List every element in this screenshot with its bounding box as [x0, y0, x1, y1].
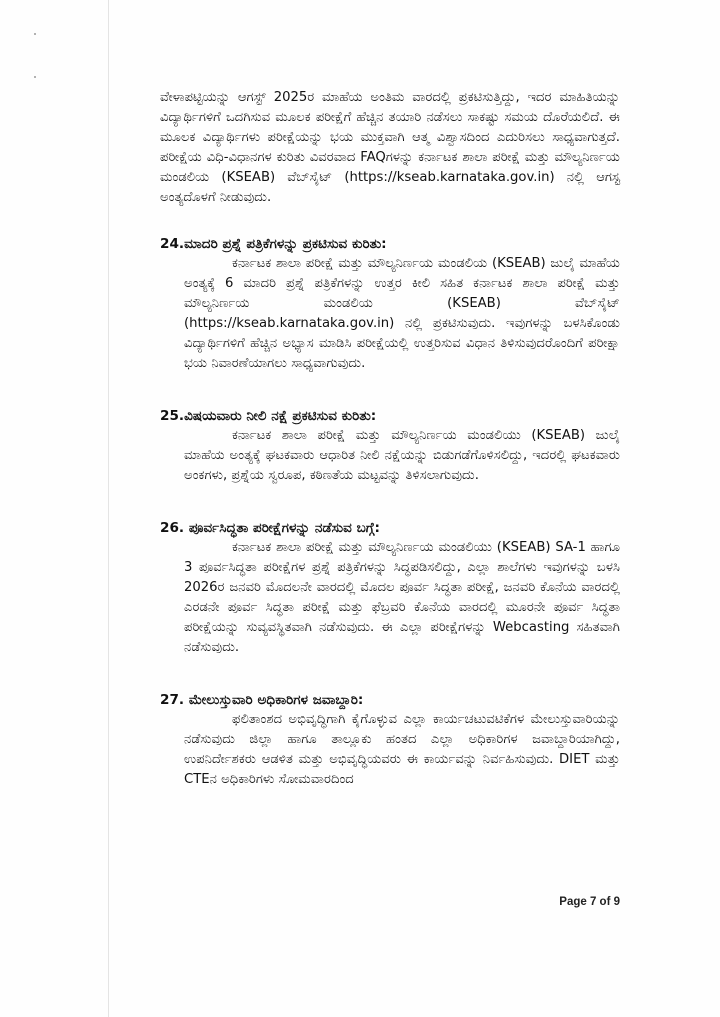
section-body: ಫಲಿತಾಂಶದ ಅಭಿವೃದ್ಧಿಗಾಗಿ ಕೈಗೊಳ್ಳುವ ಎಲ್ಲಾ ಕಾರ್ಯಚಟುವಟಿಕೆಗಳ ಮೇಲುಸ್ತುವಾರಿಯನ್ನು ನಡೆಸುವುದು ಜಿಲ್ಲಾ ಹಾಗೂ ತಾಲ್ಲೂಕು ಹಂತದ ಎಲ್ಲಾ ಅಧಿಕಾರಿಗಳ ಜವಾಬ್ದಾರಿಯಾಗಿದ್ದು, ಉಪನಿರ್ದೇಶಕರು ಆಡಳಿತ ಮತ್ತು ಅಭಿವೃದ್ಧಿಯವರು ಈ ಕಾರ್ಯವನ್ನು ನಿರ್ವಹಿಸುವುದು. DIET ಮತ್ತು CTEನ ಅಧಿಕಾರಿಗಳು ಸೋಮವಾರದಿಂದ: [184, 712, 620, 787]
section-25: [160, 406, 620, 486]
scan-speck: [34, 76, 36, 78]
section-26: [160, 518, 620, 658]
section-24: [160, 234, 620, 374]
section-body: ಕರ್ನಾಟಕ ಶಾಲಾ ಪರೀಕ್ಷೆ ಮತ್ತು ಮೌಲ್ಯನಿರ್ಣಯ ಮಂಡಲಿಯು (KSEAB) SA-1 ಹಾಗೂ 3 ಪೂರ್ವಸಿದ್ಧತಾ ಪರೀಕ್ಷೆಗಳ ಪ್ರಶ್ನೆ ಪತ್ರಿಕೆಗಳನ್ನು ಸಿದ್ಧಪಡಿಸಲಿದ್ದು, ಎಲ್ಲಾ ಶಾಲೆಗಳು ಇವುಗಳನ್ನು ಬಳಸಿ 2026ರ ಜನವರಿ ಮೊದಲನೇ ವಾರದಲ್ಲಿ ಮೊದಲ ಪೂರ್ವ ಸಿದ್ಧತಾ ಪರೀಕ್ಷೆ, ಜನವರಿ ಕೊನೆಯ ವಾರದಲ್ಲಿ ಎರಡನೇ ಪೂರ್ವ ಸಿದ್ಧತಾ ಪರೀಕ್ಷೆ ಮತ್ತು ಫೆಬ್ರವರಿ ಕೊನೆಯ ವಾರದಲ್ಲಿ ಮೂರನೇ ಪೂರ್ವ ಸಿದ್ಧತಾ ಪರೀಕ್ಷೆಯನ್ನು ಸುವ್ಯವಸ್ಥಿತವಾಗಿ ನಡೆಸುವುದು. ಈ ಎಲ್ಲಾ ಪರೀಕ್ಷೆಗಳನ್ನು Webcasting ಸಹಿತವಾಗಿ ನಡೆಸುವುದು.: [184, 540, 620, 655]
section-heading: 27. ಮೇಲುಸ್ತುವಾರಿ ಅಧಿಕಾರಿಗಳ ಜವಾಬ್ದಾರಿ:: [160, 692, 364, 708]
document-body: [160, 88, 620, 790]
section-heading: 26. ಪೂರ್ವಸಿದ್ಧತಾ ಪರೀಕ್ಷೆಗಳನ್ನು ನಡೆಸುವ ಬಗ್ಗೆ:: [160, 520, 380, 536]
section-body: ಕರ್ನಾಟಕ ಶಾಲಾ ಪರೀಕ್ಷೆ ಮತ್ತು ಮೌಲ್ಯನಿರ್ಣಯ ಮಂಡಲಿಯು (KSEAB) ಜುಲೈ ಮಾಹೆಯ ಅಂತ್ಯಕ್ಕೆ ಘಟಕವಾರು ಆಧಾರಿತ ನೀಲಿ ನಕ್ಷೆಯನ್ನು ಬಿಡುಗಡೆಗೊಳಿಸಲಿದ್ದು, ಇದರಲ್ಲಿ ಘಟಕವಾರು ಅಂಕಗಳು, ಪ್ರಶ್ನೆಯ ಸ್ವರೂಪ, ಕಠಿಣತೆಯ ಮಟ್ಟವನ್ನು ತಿಳಿಸಲಾಗುವುದು.: [184, 428, 620, 483]
section-heading: 25.ವಿಷಯವಾರು ನೀಲಿ ನಕ್ಷೆ ಪ್ರಕಟಿಸುವ ಕುರಿತು:: [160, 408, 377, 424]
section-body: ಕರ್ನಾಟಕ ಶಾಲಾ ಪರೀಕ್ಷೆ ಮತ್ತು ಮೌಲ್ಯನಿರ್ಣಯ ಮಂಡಲಿಯ (KSEAB) ಜುಲೈ ಮಾಹೆಯ ಅಂತ್ಯಕ್ಕೆ 6 ಮಾದರಿ ಪ್ರಶ್ನೆ ಪತ್ರಿಕೆಗಳನ್ನು ಉತ್ತರ ಕೀಲಿ ಸಹಿತ ಕರ್ನಾಟಕ ಶಾಲಾ ಪರೀಕ್ಷೆ ಮತ್ತು ಮೌಲ್ಯನಿರ್ಣಯ ಮಂಡಲಿಯ (KSEAB) ವೆಬ್‌ಸೈಟ್ (https://kseab.karnataka.gov.in) ನಲ್ಲಿ ಪ್ರಕಟಿಸುವುದು. ಇವುಗಳನ್ನು ಬಳಸಿಕೊಂಡು ವಿದ್ಯಾರ್ಥಿಗಳಿಗೆ ಹೆಚ್ಚಿನ ಅಭ್ಯಾಸ ಮಾಡಿಸಿ ಪರೀಕ್ಷೆಯಲ್ಲಿ ಉತ್ತರಿಸುವ ವಿಧಾನ ತಿಳಿಸುವುದರೊಂದಿಗೆ ಪರೀಕ್ಷಾ ಭಯ ನಿವಾರಣೆಯಾಗಲು ಸಾಧ್ಯವಾಗುವುದು.: [184, 256, 620, 371]
intro-paragraph: ವೇಳಾಪಟ್ಟಿಯನ್ನು ಆಗಸ್ಟ್ 2025ರ ಮಾಹೆಯ ಅಂತಿಮ ವಾರದಲ್ಲಿ ಪ್ರಕಟಿಸುತ್ತಿದ್ದು, ಇದರ ಮಾಹಿತಿಯನ್ನು ವಿದ್ಯಾರ್ಥಿಗಳಿಗೆ ಒದಗಿಸುವ ಮೂಲಕ ಪರೀಕ್ಷೆಗೆ ಹೆಚ್ಚಿನ ತಯಾರಿ ನಡೆಸಲು ಸಾಕಷ್ಟು ಸಮಯ ದೊರೆಯಲಿದೆ. ಈ ಮೂಲಕ ವಿದ್ಯಾರ್ಥಿಗಳು ಪರೀಕ್ಷೆಯನ್ನು ಭಯ ಮುಕ್ತವಾಗಿ ಆತ್ಮ ವಿಶ್ವಾಸದಿಂದ ಎದುರಿಸಲು ಸಾಧ್ಯವಾಗುತ್ತದೆ. ಪರೀಕ್ಷೆಯ ವಿಧಿ-ವಿಧಾನಗಳ ಕುರಿತು ವಿವರವಾದ FAQಗಳನ್ನು ಕರ್ನಾಟಕ ಶಾಲಾ ಪರೀಕ್ಷೆ ಮತ್ತು ಮೌಲ್ಯನಿರ್ಣಯ ಮಂಡಲಿಯ (KSEAB) ವೆಬ್‌ಸೈಟ್ (https://kseab.karnataka.gov.in) ನಲ್ಲಿ ಆಗಸ್ಟ ಅಂತ್ಯದೊಳಗೆ ನೀಡುವುದು.: [160, 90, 620, 205]
section-heading: 24.ಮಾದರಿ ಪ್ರಶ್ನೆ ಪತ್ರಿಕೆಗಳನ್ನು ಪ್ರಕಟಿಸುವ ಕುರಿತು:: [160, 236, 387, 252]
page-edge-shadow: [108, 0, 109, 1017]
section-27: [160, 690, 620, 790]
page-number: Page 7 of 9: [559, 896, 620, 908]
scan-speck: [34, 33, 36, 35]
